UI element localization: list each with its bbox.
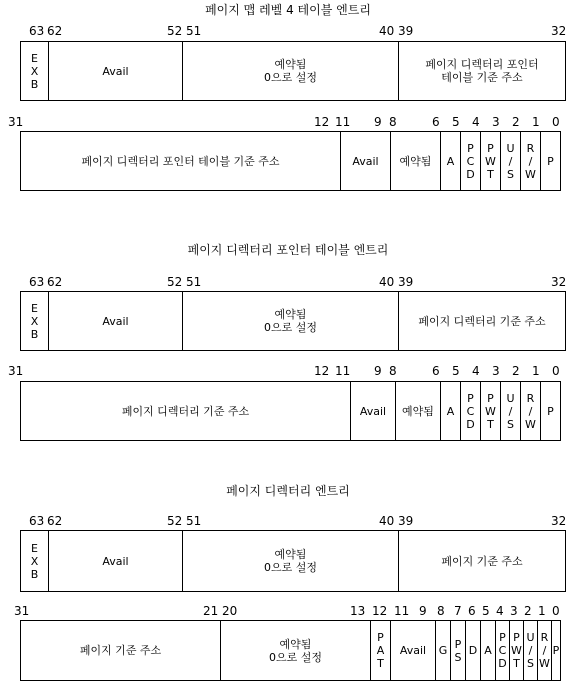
base-address-cell: 페이지 디렉터리 포인터 테이블 기준 주소 (425, 58, 539, 84)
bit-label: 62 (47, 275, 63, 289)
bit-label: 3 (492, 115, 500, 129)
reserved-cell: 예약됨 0으로 설정 (183, 292, 399, 350)
bit-label: 0 (552, 604, 560, 618)
bit-label: 12 (314, 364, 330, 378)
a-bit-cell: A (441, 382, 461, 440)
bit-label: 0 (552, 115, 560, 129)
pml4-high-dword (20, 41, 566, 101)
pd-low-dword (20, 620, 561, 681)
bit-label: 12 (314, 115, 330, 129)
exb-cell: E X B (21, 531, 49, 591)
bit-label: 52 (167, 514, 183, 528)
bit-label: 6 (468, 604, 476, 618)
bit-label: 40 (379, 514, 395, 528)
bit-label: 8 (437, 604, 445, 618)
bit-label: 31 (14, 604, 30, 618)
rw-bit-cell: R / W (538, 621, 552, 680)
base-address-cell: 페이지 기준 주소 (441, 554, 523, 568)
bit-label: 51 (186, 514, 202, 528)
bit-label: 0 (552, 364, 560, 378)
bit-label: 1 (532, 115, 540, 129)
pml4-low-dword (20, 131, 561, 191)
bit-label: 39 (398, 514, 414, 528)
pcd-bit-cell: P C D (461, 382, 481, 440)
bit-label: 9 (374, 364, 382, 378)
g-bit-cell: G (436, 621, 451, 680)
bit-label: 4 (472, 364, 480, 378)
exb-cell: E X B (21, 42, 49, 100)
bit-label: 62 (47, 514, 63, 528)
avail-cell: Avail (49, 42, 183, 100)
bit-label: 4 (472, 115, 480, 129)
bit-label: 39 (398, 24, 414, 38)
bit-label: 51 (186, 275, 202, 289)
bit-label: 20 (222, 604, 238, 618)
bit-label: 52 (167, 24, 183, 38)
bit-label: 9 (374, 115, 382, 129)
bit-label: 32 (551, 24, 567, 38)
bit-label: 7 (454, 604, 462, 618)
reserved-cell: 예약됨 (391, 132, 441, 190)
pdpt-low-dword (20, 381, 561, 441)
bit-label: 4 (496, 604, 504, 618)
d-bit-cell: D (466, 621, 481, 680)
reserved-cell: 예약됨 0으로 설정 (221, 621, 371, 680)
bit-label: 63 (29, 24, 45, 38)
pcd-bit-cell: P C D (461, 132, 481, 190)
us-bit-cell: U / S (501, 382, 521, 440)
a-bit-cell: A (481, 621, 496, 680)
bit-label: 39 (398, 275, 414, 289)
pat-bit-cell: P A T (371, 621, 391, 680)
bit-label: 32 (551, 275, 567, 289)
bit-label: 31 (8, 364, 24, 378)
avail-cell: Avail (49, 531, 183, 591)
bit-label: 11 (335, 364, 351, 378)
bit-label: 2 (512, 364, 520, 378)
pdpt-entry-title: 페이지 디렉터리 포인터 테이블 엔트리 (187, 243, 389, 257)
a-bit-cell: A (441, 132, 461, 190)
reserved-cell: 예약됨 0으로 설정 (183, 531, 399, 591)
bit-label: 8 (389, 115, 397, 129)
us-bit-cell: U / S (501, 132, 521, 190)
us-bit-cell: U / S (524, 621, 538, 680)
bit-label: 12 (372, 604, 388, 618)
bit-label: 9 (419, 604, 427, 618)
pml4-entry-title: 페이지 맵 레벨 4 테이블 엔트리 (205, 3, 371, 17)
pd-entry-title: 페이지 디렉터리 엔트리 (226, 484, 350, 498)
pd-high-dword (20, 530, 566, 592)
bit-label: 31 (8, 115, 24, 129)
bit-label: 11 (394, 604, 410, 618)
p-bit-cell: P (547, 154, 554, 168)
pwt-bit-cell: P W T (481, 132, 501, 190)
bit-label: 1 (532, 364, 540, 378)
bit-label: 2 (512, 115, 520, 129)
bit-label: 3 (510, 604, 518, 618)
avail-cell: Avail (49, 292, 183, 350)
avail-cell: Avail (391, 621, 436, 680)
bit-label: 13 (350, 604, 366, 618)
bit-label: 51 (186, 24, 202, 38)
bit-label: 40 (379, 275, 395, 289)
bit-label: 62 (47, 24, 63, 38)
base-address-cell: 페이지 기준 주소 (21, 621, 221, 680)
bit-label: 52 (167, 275, 183, 289)
bit-label: 8 (389, 364, 397, 378)
base-address-cell: 페이지 디렉터리 기준 주소 (21, 382, 351, 440)
bit-label: 1 (538, 604, 546, 618)
reserved-cell: 예약됨 (396, 382, 441, 440)
bit-label: 2 (524, 604, 532, 618)
ps-bit-cell: P S (451, 621, 466, 680)
bit-label: 6 (432, 364, 440, 378)
pwt-bit-cell: P W T (510, 621, 524, 680)
bit-label: 63 (29, 514, 45, 528)
avail-cell: Avail (341, 132, 391, 190)
bit-label: 40 (379, 24, 395, 38)
bit-label: 32 (551, 514, 567, 528)
p-bit-cell: P (547, 404, 554, 418)
bit-label: 21 (203, 604, 219, 618)
avail-cell: Avail (351, 382, 396, 440)
pwt-bit-cell: P W T (481, 382, 501, 440)
p-bit-cell: P (552, 644, 560, 657)
bit-label: 6 (432, 115, 440, 129)
pcd-bit-cell: P C D (496, 621, 510, 680)
base-address-cell: 페이지 디렉터리 포인터 테이블 기준 주소 (21, 132, 341, 190)
bit-label: 5 (452, 115, 460, 129)
base-address-cell: 페이지 디렉터리 기준 주소 (418, 314, 546, 328)
rw-bit-cell: R / W (521, 382, 541, 440)
pdpt-high-dword (20, 291, 566, 351)
bit-label: 3 (492, 364, 500, 378)
bit-label: 5 (452, 364, 460, 378)
rw-bit-cell: R / W (521, 132, 541, 190)
bit-label: 63 (29, 275, 45, 289)
bit-label: 5 (482, 604, 490, 618)
exb-cell: E X B (21, 292, 49, 350)
bit-label: 11 (335, 115, 351, 129)
reserved-cell: 예약됨 0으로 설정 (183, 42, 399, 100)
